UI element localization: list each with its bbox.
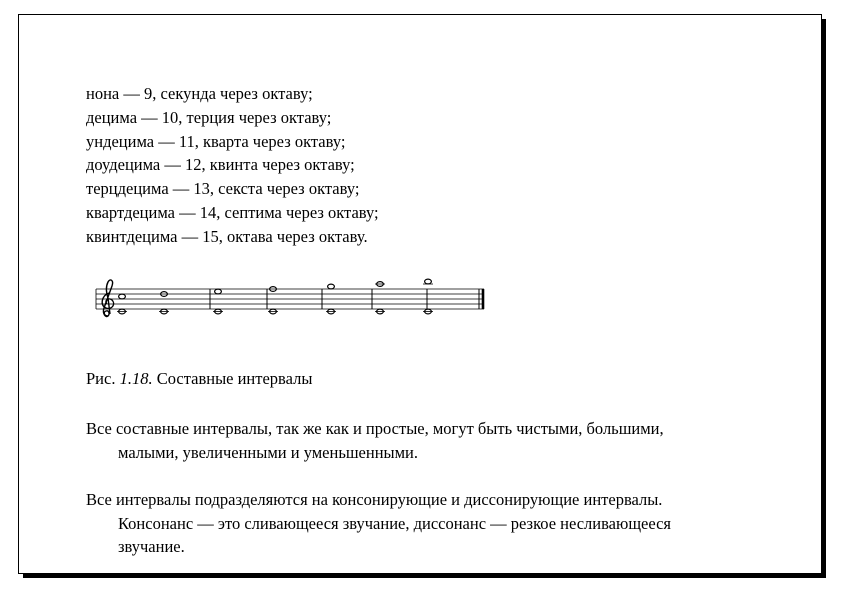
- paragraph-compound-qualities: [86, 417, 786, 464]
- paragraph-line: Все составные интервалы, так же как и простые, могут быть чистыми, большими,: [86, 419, 664, 438]
- paragraph-line: Консонанс — это сливающееся звучание, диссонанс — резкое несливающееся: [118, 513, 672, 533]
- compound-intervals-list: [86, 82, 379, 249]
- paragraph-consonance-dissonance: [86, 488, 786, 559]
- interval-item-undecima: ундецима — 11, кварта через октаву;: [86, 131, 346, 151]
- note-top-7: [425, 279, 432, 284]
- music-staff-figure: [92, 276, 492, 322]
- interval-item-quintdecima: квинтдецима — 15, октава через октаву.: [86, 226, 368, 246]
- frame-shadow-bottom: [23, 574, 826, 578]
- interval-item-decima: децима — 10, терция через октаву;: [86, 107, 332, 127]
- figure-number: 1.18.: [119, 369, 153, 388]
- paragraph-line: звучание.: [118, 537, 185, 556]
- note-top-1: [119, 294, 126, 299]
- interval-item-nona: нона — 9, секунда через октаву;: [86, 84, 313, 103]
- paragraph-line: малыми, увеличенными и уменьшенными.: [118, 442, 419, 462]
- interval-item-quartdecima: квартдецима — 14, септима через октаву;: [86, 202, 379, 222]
- treble-clef-icon: [102, 280, 113, 317]
- interval-item-duodecima: доудецима — 12, квинта через октаву;: [86, 155, 355, 175]
- figure-prefix: Рис.: [86, 369, 116, 388]
- note-top-3: [215, 289, 222, 294]
- paragraph-line: Все интервалы подразделяются на консонирующие и диссонирующие интервалы.: [86, 490, 663, 509]
- figure-caption: [86, 368, 312, 390]
- note-top-5: [328, 284, 335, 289]
- interval-item-tercdecima: терцдецима — 13, секста через октаву;: [86, 179, 360, 199]
- frame-shadow-right: [822, 19, 826, 578]
- figure-title: Составные интервалы: [156, 369, 313, 388]
- staff-lines: [96, 289, 484, 309]
